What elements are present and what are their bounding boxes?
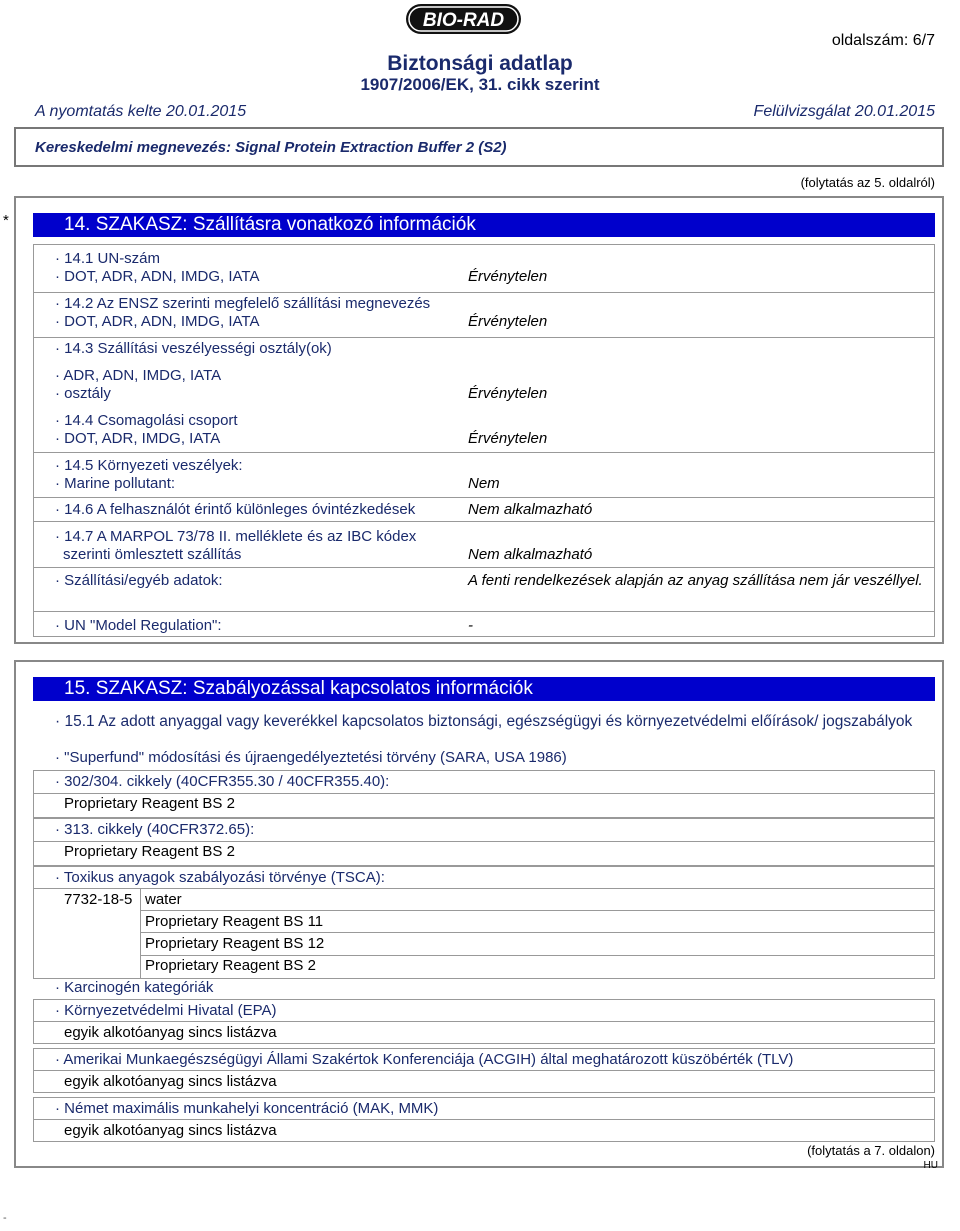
acgih-label: · Amerikai Munkaegészségügyi Állami Szakértok Konferenciája (ACGIH) által meghatározott küszöbérték (TLV)	[55, 1051, 794, 1068]
table-divider	[140, 955, 935, 956]
section-302-value: Proprietary Reagent BS 2	[64, 795, 235, 812]
corner-mark: -	[3, 1212, 7, 1224]
divider	[33, 452, 935, 453]
tsca-substance: Proprietary Reagent BS 12	[145, 935, 325, 952]
packing-group-value: Érvénytelen	[468, 430, 548, 447]
divider	[33, 611, 935, 612]
marpol-label-line2: szerinti ömlesztett szállítás	[63, 546, 242, 563]
hazard-class-value: Érvénytelen	[468, 385, 548, 402]
bio-rad-logo	[405, 3, 522, 35]
other-info-label: · Szállítási/egyéb adatok:	[55, 572, 223, 589]
tsca-cas: 7732-18-5	[64, 891, 133, 908]
hazard-class-label: · 14.3 Szállítási veszélyességi osztály(ok)	[55, 340, 332, 357]
shipping-name-label: · 14.2 Az ENSZ szerinti megfelelő szállítási megnevezés	[55, 295, 431, 312]
special-precautions-label: · 14.6 A felhasználót érintő különleges óvintézkedések	[55, 501, 416, 518]
carcinogen-label: · Karcinogén kategóriák	[55, 979, 214, 996]
table-divider	[140, 910, 935, 911]
shipping-name-value: Érvénytelen	[468, 313, 548, 330]
special-precautions-value: Nem alkalmazható	[468, 501, 593, 518]
divider	[33, 567, 935, 568]
marine-pollutant-value: Nem	[468, 475, 500, 492]
un-number-label: · 14.1 UN-szám	[55, 250, 161, 267]
table-divider	[140, 932, 935, 933]
tsca-substance: Proprietary Reagent BS 2	[145, 957, 316, 974]
divider	[33, 1021, 935, 1022]
acgih-value: egyik alkotóanyag sincs listázva	[64, 1073, 277, 1090]
page-number: oldalszám: 6/7	[831, 32, 935, 49]
marine-pollutant-label: · Marine pollutant:	[55, 475, 176, 492]
un-number-modes: · DOT, ADR, ADN, IMDG, IATA	[55, 268, 260, 285]
divider	[33, 841, 935, 842]
un-model-value: -	[468, 617, 473, 634]
section-313-label: · 313. cikkely (40CFR372.65):	[55, 821, 255, 838]
divider	[33, 292, 935, 293]
packing-group-modes: · DOT, ADR, IMDG, IATA	[55, 430, 221, 447]
language-code: HU	[923, 1160, 938, 1171]
section-302-label: · 302/304. cikkely (40CFR355.30 / 40CFR355.40):	[55, 773, 390, 790]
print-date: A nyomtatás kelte 20.01.2015	[35, 103, 247, 120]
hazard-class-sub: · osztály	[55, 385, 111, 402]
continued-from: (folytatás az 5. oldalról)	[800, 175, 935, 190]
tsca-label: · Toxikus anyagok szabályozási törvénye (TSCA):	[55, 869, 385, 886]
divider	[33, 497, 935, 498]
other-info-value: A fenti rendelkezések alapján az anyag szállítása nem jár veszéllyel.	[468, 572, 923, 589]
section-313-value: Proprietary Reagent BS 2	[64, 843, 235, 860]
divider	[33, 793, 935, 794]
tsca-substance: water	[145, 891, 182, 908]
section-14-title: 14. SZAKASZ: Szállításra vonatkozó információk	[33, 213, 935, 237]
un-model-label: · UN "Model Regulation":	[55, 617, 222, 634]
marpol-label-line1: · 14.7 A MARPOL 73/78 II. melléklete és az IBC kódex	[55, 528, 417, 545]
regulation-reference: 1907/2006/EK, 31. cikk szerint	[360, 75, 600, 94]
changed-marker: *	[3, 212, 9, 229]
divider	[33, 521, 935, 522]
marpol-value: Nem alkalmazható	[468, 546, 593, 563]
document-title: Biztonsági adatlap	[387, 52, 573, 75]
packing-group-label: · 14.4 Csomagolási csoport	[55, 412, 238, 429]
logo-text: BIO-RAD	[422, 10, 505, 31]
mak-label: · Német maximális munkahelyi koncentráció (MAK, MMK)	[55, 1100, 439, 1117]
shipping-name-modes: · DOT, ADR, ADN, IMDG, IATA	[55, 313, 260, 330]
un-number-value: Érvénytelen	[468, 268, 548, 285]
continued-on: (folytatás a 7. oldalon)	[807, 1143, 935, 1158]
revision-date: Felülvizsgálat 20.01.2015	[753, 103, 935, 120]
epa-value: egyik alkotóanyag sincs listázva	[64, 1024, 277, 1041]
env-hazards-label: · 14.5 Környezeti veszélyek:	[55, 457, 243, 474]
tsca-substance: Proprietary Reagent BS 11	[145, 913, 324, 930]
divider	[33, 337, 935, 338]
superfund-heading: · "Superfund" módosítási és újraengedélyeztetési törvény (SARA, USA 1986)	[55, 749, 567, 766]
hazard-class-modes: · ADR, ADN, IMDG, IATA	[55, 367, 222, 384]
section-15-title: 15. SZAKASZ: Szabályozással kapcsolatos információk	[33, 677, 935, 701]
regulations-intro: · 15.1 Az adott anyaggal vagy keverékkel kapcsolatos biztonsági, egészségügyi és környezetvédelmi előírások/ jogszabályok	[55, 713, 913, 730]
trade-name: Kereskedelmi megnevezés: Signal Protein Extraction Buffer 2 (S2)	[35, 139, 507, 156]
mak-value: egyik alkotóanyag sincs listázva	[64, 1122, 277, 1139]
epa-label: · Környezetvédelmi Hivatal (EPA)	[55, 1002, 277, 1019]
divider	[33, 1070, 935, 1071]
divider	[33, 1119, 935, 1120]
